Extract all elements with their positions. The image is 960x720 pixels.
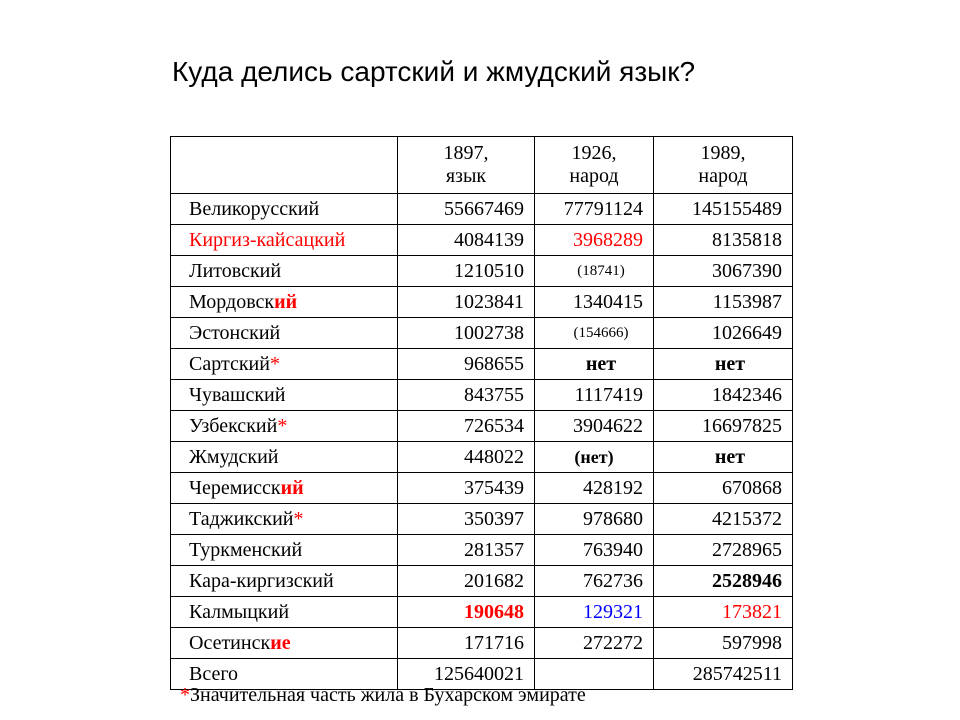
value-1926: 1340415	[535, 287, 654, 318]
value-1989: 1842346	[654, 380, 793, 411]
table-row	[171, 597, 793, 628]
value-1926: 129321	[535, 597, 654, 628]
table-row	[171, 442, 793, 473]
row-name	[171, 287, 398, 318]
language-census-table	[170, 136, 793, 690]
header-1989	[654, 137, 793, 194]
value-1926: 3904622	[535, 411, 654, 442]
value-1989: 670868	[654, 473, 793, 504]
header-1897-kind: язык	[445, 165, 487, 187]
value-1926: 3968289	[535, 225, 654, 256]
row-name-suffix: ий	[280, 477, 304, 499]
row-name: Киргиз-кайсацкий	[171, 225, 398, 256]
header-1989-kind: народ	[698, 165, 748, 187]
value-1897: 448022	[398, 442, 535, 473]
table-header-row	[171, 137, 793, 194]
header-1926-year: 1926,	[571, 142, 617, 164]
table-row	[171, 411, 793, 442]
row-name-asterisk: *	[269, 353, 280, 375]
value-1989: 285742511	[654, 659, 793, 690]
value-1989: 597998	[654, 628, 793, 659]
value-1897: 843755	[398, 380, 535, 411]
value-1926: (154666)	[535, 318, 654, 349]
value-1989: нет	[654, 442, 793, 473]
footnote-asterisk: *	[180, 684, 190, 706]
value-1926: 978680	[535, 504, 654, 535]
row-name-base: Черемисск	[189, 477, 281, 499]
row-name: Литовский	[171, 256, 398, 287]
table-row	[171, 318, 793, 349]
value-1897: 190648	[398, 597, 535, 628]
value-1897: 55667469	[398, 194, 535, 225]
value-1897: 1002738	[398, 318, 535, 349]
row-name: Всего	[171, 659, 398, 690]
table-row	[171, 287, 793, 318]
footnote	[180, 681, 586, 709]
value-1989: 3067390	[654, 256, 793, 287]
value-1989: 173821	[654, 597, 793, 628]
table-row	[171, 504, 793, 535]
slide-title: Куда делись сартский и жмудский язык?	[172, 56, 696, 87]
row-name	[171, 349, 398, 380]
table-row	[171, 349, 793, 380]
value-1926: 77791124	[535, 194, 654, 225]
row-name-base: Узбекский	[189, 415, 278, 437]
value-1989: 4215372	[654, 504, 793, 535]
table-row	[171, 225, 793, 256]
row-name	[171, 411, 398, 442]
header-empty-cell	[171, 137, 398, 194]
row-name-suffix: ие	[270, 632, 291, 654]
row-name: Калмыцкий	[171, 597, 398, 628]
value-1989: 145155489	[654, 194, 793, 225]
table-row	[171, 535, 793, 566]
value-1897: 125640021	[398, 659, 535, 690]
row-name-base: Сартский	[189, 353, 270, 375]
value-1897: 201682	[398, 566, 535, 597]
value-1897: 1210510	[398, 256, 535, 287]
value-1926: 763940	[535, 535, 654, 566]
value-1989: 1153987	[654, 287, 793, 318]
header-1926-kind: народ	[569, 165, 619, 187]
value-1897: 350397	[398, 504, 535, 535]
value-1897: 968655	[398, 349, 535, 380]
value-1897: 171716	[398, 628, 535, 659]
table-row	[171, 628, 793, 659]
value-1926: 762736	[535, 566, 654, 597]
row-name-asterisk: *	[293, 508, 304, 530]
header-1989-year: 1989,	[700, 142, 746, 164]
table-row	[171, 473, 793, 504]
row-name-base: Мордовск	[189, 291, 275, 313]
row-name: Великорусский	[171, 194, 398, 225]
value-1989: 8135818	[654, 225, 793, 256]
value-1897: 4084139	[398, 225, 535, 256]
footnote-text: Значительная часть жила в Бухарском эмирате	[190, 684, 586, 706]
value-1926: 1117419	[535, 380, 654, 411]
value-1926: (нет)	[535, 442, 654, 473]
row-name-base: Таджикский	[189, 508, 294, 530]
row-name: Жмудский	[171, 442, 398, 473]
value-1989: 1026649	[654, 318, 793, 349]
value-1897: 1023841	[398, 287, 535, 318]
row-name: Чувашский	[171, 380, 398, 411]
value-1897: 726534	[398, 411, 535, 442]
value-1989: 16697825	[654, 411, 793, 442]
row-name-asterisk: *	[277, 415, 288, 437]
value-1989: 2528946	[654, 566, 793, 597]
table-row	[171, 256, 793, 287]
header-1926	[535, 137, 654, 194]
value-1926: (18741)	[535, 256, 654, 287]
header-1897-year: 1897,	[443, 142, 489, 164]
row-name: Туркменский	[171, 535, 398, 566]
value-1989: нет	[654, 349, 793, 380]
value-1926: нет	[535, 349, 654, 380]
table-row	[171, 194, 793, 225]
row-name	[171, 628, 398, 659]
row-name-base: Осетинск	[189, 632, 271, 654]
value-1926: 272272	[535, 628, 654, 659]
row-name-suffix: ий	[274, 291, 298, 313]
value-1989: 2728965	[654, 535, 793, 566]
value-1926: 428192	[535, 473, 654, 504]
row-name	[171, 504, 398, 535]
row-name: Эстонский	[171, 318, 398, 349]
row-name	[171, 473, 398, 504]
value-1897: 375439	[398, 473, 535, 504]
table-row	[171, 566, 793, 597]
value-1897: 281357	[398, 535, 535, 566]
table-row	[171, 380, 793, 411]
header-1897	[398, 137, 535, 194]
row-name: Кара-киргизский	[171, 566, 398, 597]
